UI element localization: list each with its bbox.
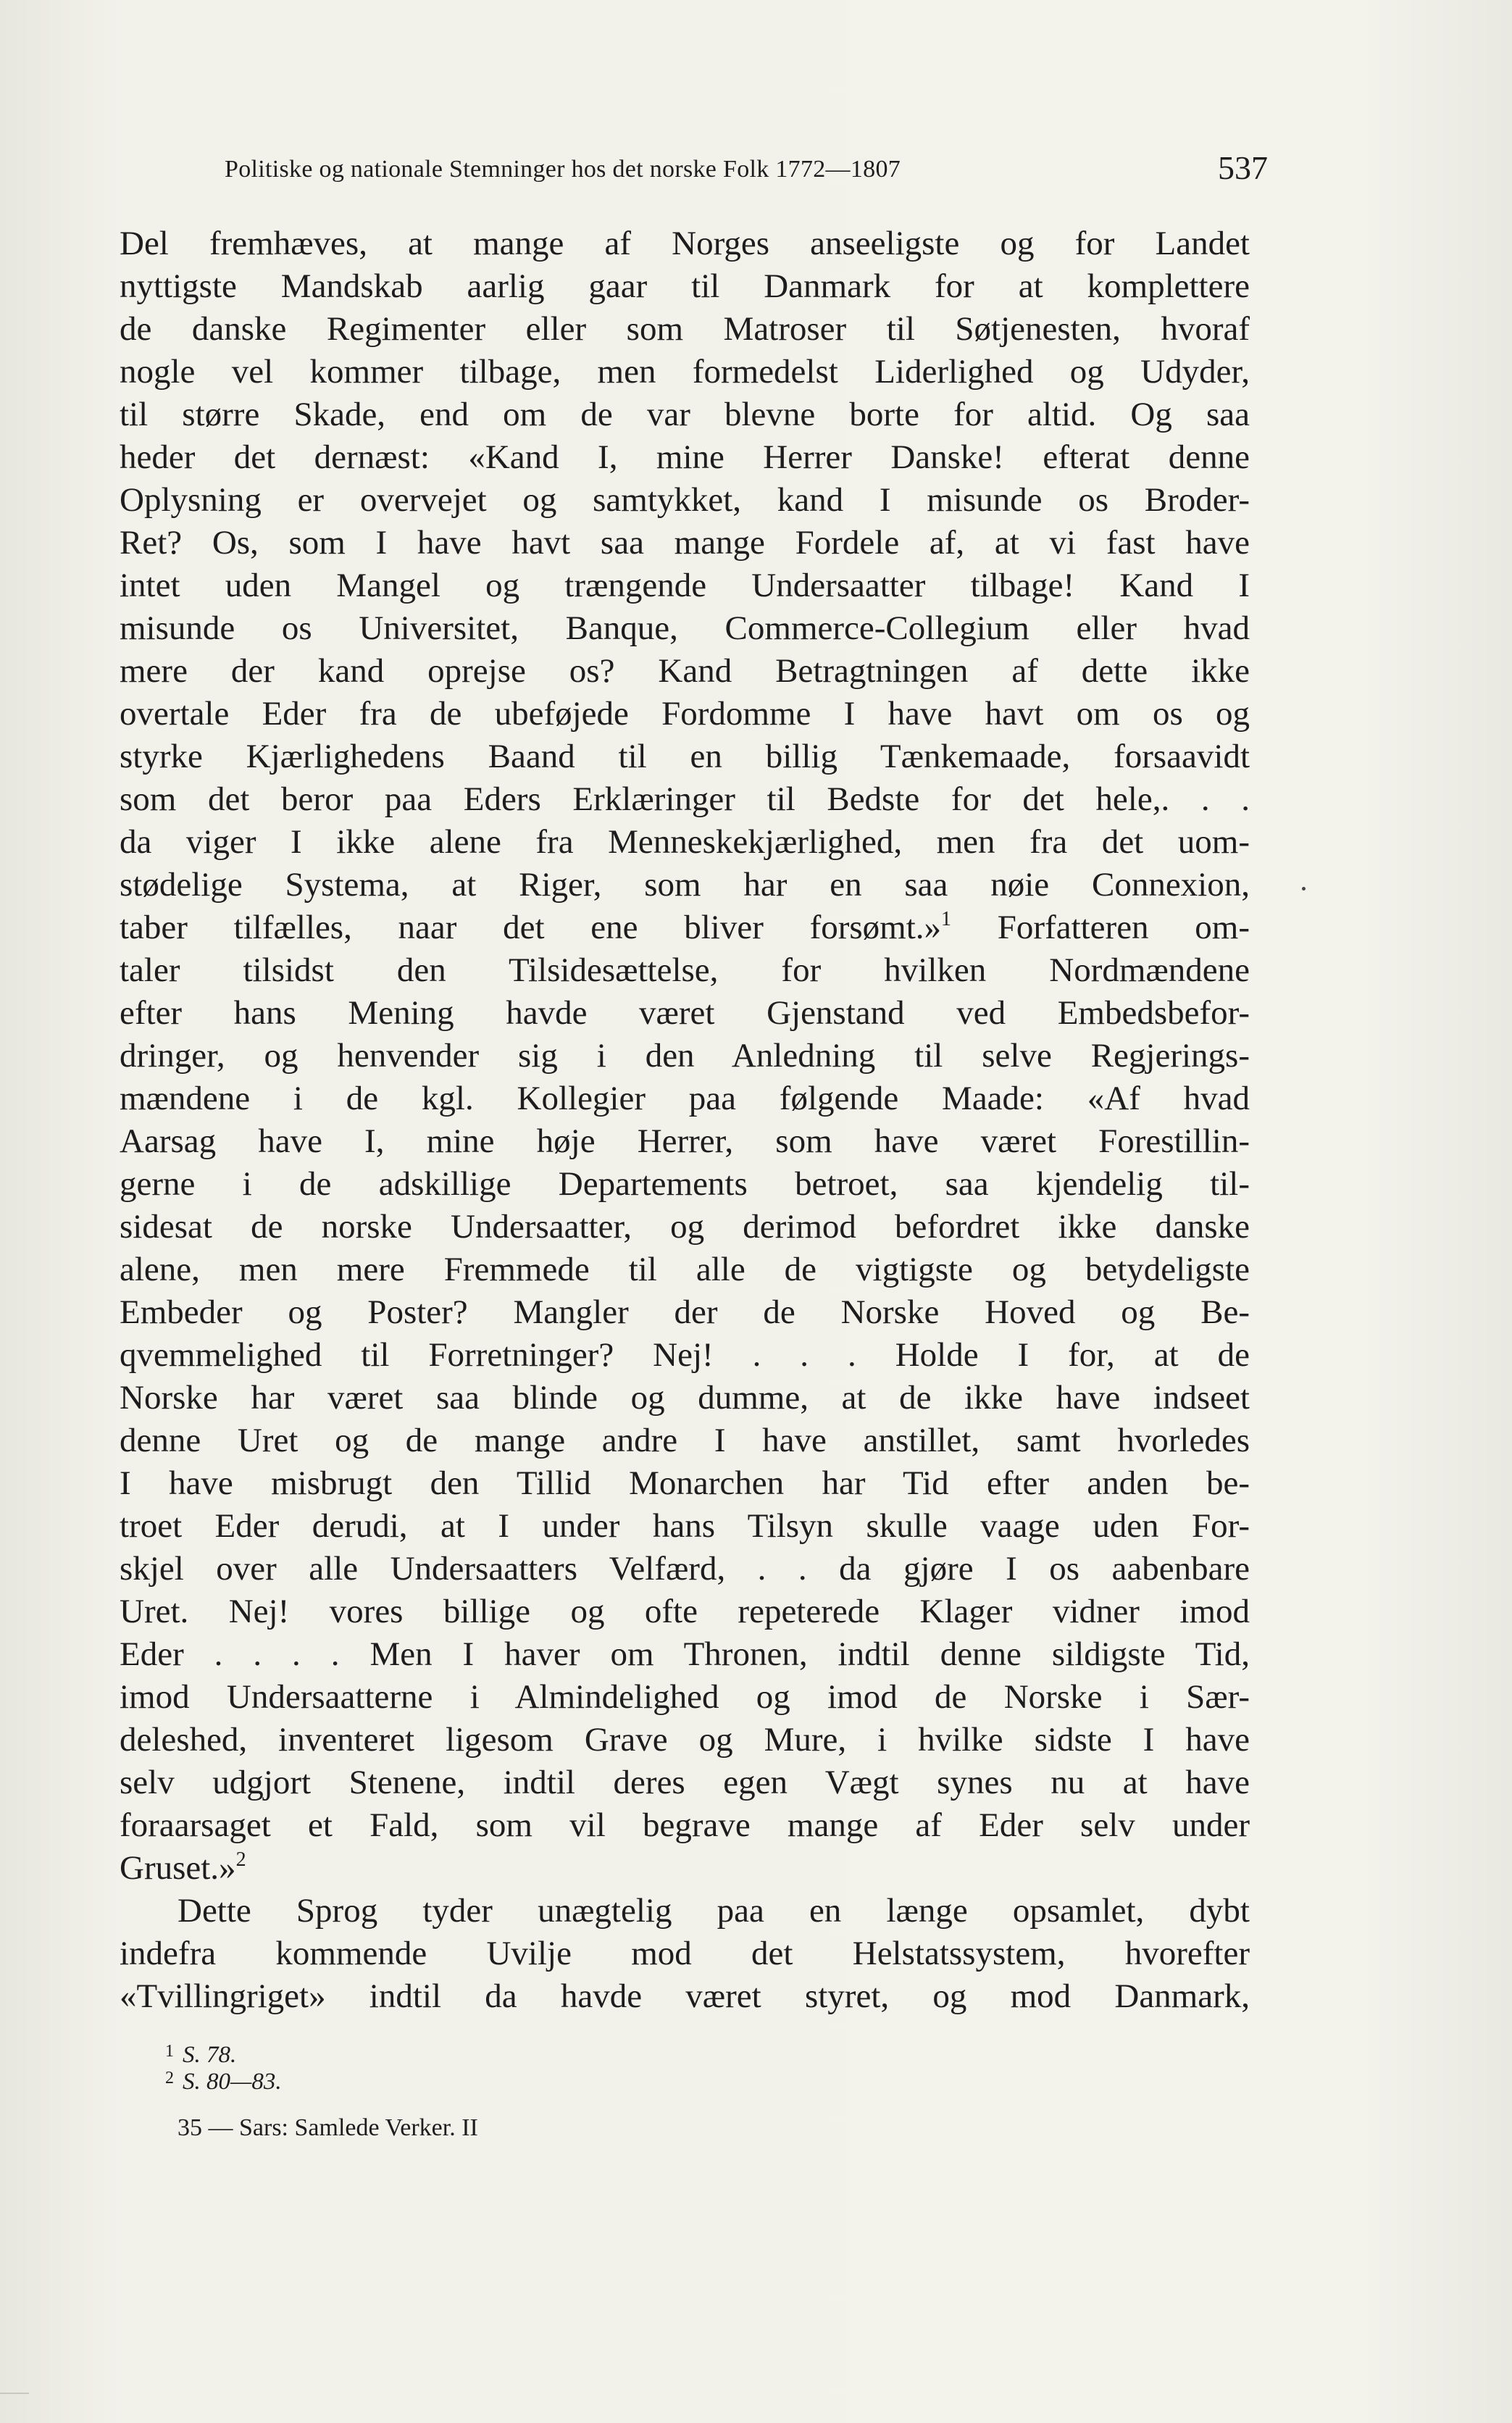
text-line: styrke Kjærlighedens Baand til en billig Tænkemaade, forsaavidt xyxy=(120,738,1250,775)
text-line: stødelige Systema, at Riger, som har en saa nøie Connexion, xyxy=(120,866,1250,904)
text-line: Embeder og Poster? Mangler der de Norske Hoved og Be- xyxy=(120,1293,1250,1331)
text-line: intet uden Mangel og trængende Undersaatter tilbage! Kand I xyxy=(120,567,1250,604)
text-line: Eder . . . . Men I haver om Thronen, indtil denne sildigste Tid, xyxy=(120,1635,1250,1673)
text-line: Aarsag have I, mine høje Herrer, som have været Forestillin- xyxy=(120,1122,1250,1160)
text-line: Norske har været saa blinde og dumme, at de ikke have indseet xyxy=(120,1379,1250,1417)
text-line: til større Skade, end om de var blevne borte for altid. Og saa xyxy=(120,396,1250,433)
footnote-2 xyxy=(165,2065,745,2095)
text-line: «Tvillingriget» indtil da havde været styret, og mod Danmark, xyxy=(120,1977,1250,2015)
paragraph-start-line: Dette Sprog tyder unægtelig paa en længe opsamlet, dybt xyxy=(177,1892,1250,1930)
text-line: dringer, og henvender sig i den Anledning til selve Regjerings- xyxy=(120,1037,1250,1075)
text-line: Uret. Nej! vores billige og ofte repeterede Klager vidner imod xyxy=(120,1593,1250,1630)
text-fragment: Forfatteren om- xyxy=(997,909,1250,946)
footnote-mark: 1 xyxy=(165,2042,174,2061)
text-line: I have misbrugt den Tillid Monarchen har Tid efter anden be- xyxy=(120,1464,1250,1502)
text-line: overtale Eder fra de ubeføjede Fordomme I have havt om os og xyxy=(120,695,1250,733)
text-line: som det beror paa Eders Erklæringer til Bedste for det hele,. . . xyxy=(120,780,1250,818)
text-line: heder det dernæst: «Kand I, mine Herrer Danske! efterat denne xyxy=(120,438,1250,476)
scan-mark xyxy=(0,2393,29,2394)
text-line: taler tilsidst den Tilsidesættelse, for hvilken Nordmændene xyxy=(120,951,1250,989)
scan-speck xyxy=(1302,887,1306,891)
page-number: 537 xyxy=(1218,149,1268,186)
text-line: mændene i de kgl. Kollegier paa følgende Maade: «Af hvad xyxy=(120,1080,1250,1117)
text-line: selv udgjort Stenene, indtil deres egen Vægt synes nu at have xyxy=(120,1764,1250,1801)
footnote-text: S. 80—83. xyxy=(183,2069,282,2095)
text-line-with-footnote xyxy=(120,906,1250,949)
text-line: deleshed, inventeret ligesom Grave og Mure, i hvilke sidste I have xyxy=(120,1721,1250,1759)
text-line: mere der kand oprejse os? Kand Betragtningen af dette ikke xyxy=(120,652,1250,690)
text-line-with-footnote xyxy=(120,1847,1250,1890)
footnote-1 xyxy=(165,2038,745,2068)
footnote-mark: 2 xyxy=(165,2069,174,2088)
text-fragment: Gruset.» xyxy=(120,1849,236,1887)
text-line: misunde os Universitet, Banque, Commerce-Collegium eller hvad xyxy=(120,609,1250,647)
body-text xyxy=(120,222,1250,2018)
page-header xyxy=(225,149,1268,192)
text-line: troet Eder derudi, at I under hans Tilsyn skulle vaage uden For- xyxy=(120,1507,1250,1545)
text-line: nyttigste Mandskab aarlig gaar til Danmark for at komplettere xyxy=(120,267,1250,305)
footnote-ref-2: 2 xyxy=(235,1848,246,1871)
text-line: qvemmelighed til Forretninger? Nej! . . . Holde I for, at de xyxy=(120,1336,1250,1374)
text-line: foraarsaget et Fald, som vil begrave mange af Eder selv under xyxy=(120,1806,1250,1844)
text-line: indefra kommende Uvilje mod det Helstatssystem, hvorefter xyxy=(120,1935,1250,1972)
text-fragment: taber tilfælles, naar det ene bliver forsømt.» xyxy=(120,909,942,946)
text-line: skjel over alle Undersaatters Velfærd, . . da gjøre I os aabenbare xyxy=(120,1550,1250,1588)
running-title: Politiske og nationale Stemninger hos det norske Folk 1772—1807 xyxy=(225,156,901,183)
text-line: alene, men mere Fremmede til alle de vigtigste og betydeligste xyxy=(120,1251,1250,1288)
text-line: Del fremhæves, at mange af Norges anseeligste og for Landet xyxy=(120,225,1250,262)
footnotes xyxy=(165,2038,745,2095)
text-line: de danske Regimenter eller som Matroser til Søtjenesten, hvoraf xyxy=(120,310,1250,348)
text-line: nogle vel kommer tilbage, men formedelst Liderlighed og Udyder, xyxy=(120,353,1250,391)
text-line: denne Uret og de mange andre I have anstillet, samt hvorledes xyxy=(120,1422,1250,1459)
text-line: sidesat de norske Undersaatter, og derimod befordret ikke danske xyxy=(120,1208,1250,1246)
text-line: efter hans Mening havde været Gjenstand ved Embedsbefor- xyxy=(120,994,1250,1032)
text-line: gerne i de adskillige Departements betroet, saa kjendelig til- xyxy=(120,1165,1250,1203)
printer-signature: 35 — Sars: Samlede Verker. II xyxy=(177,2114,478,2141)
text-line: Oplysning er overvejet og samtykket, kand I misunde os Broder- xyxy=(120,481,1250,519)
text-line: Ret? Os, som I have havt saa mange Fordele af, at vi fast have xyxy=(120,524,1250,562)
text-line: imod Undersaatterne i Almindelighed og imod de Norske i Sær- xyxy=(120,1678,1250,1716)
footnote-text: S. 78. xyxy=(183,2042,237,2068)
footnote-ref-1: 1 xyxy=(941,908,952,930)
text-line: da viger I ikke alene fra Menneskekjærlighed, men fra det uom- xyxy=(120,823,1250,861)
